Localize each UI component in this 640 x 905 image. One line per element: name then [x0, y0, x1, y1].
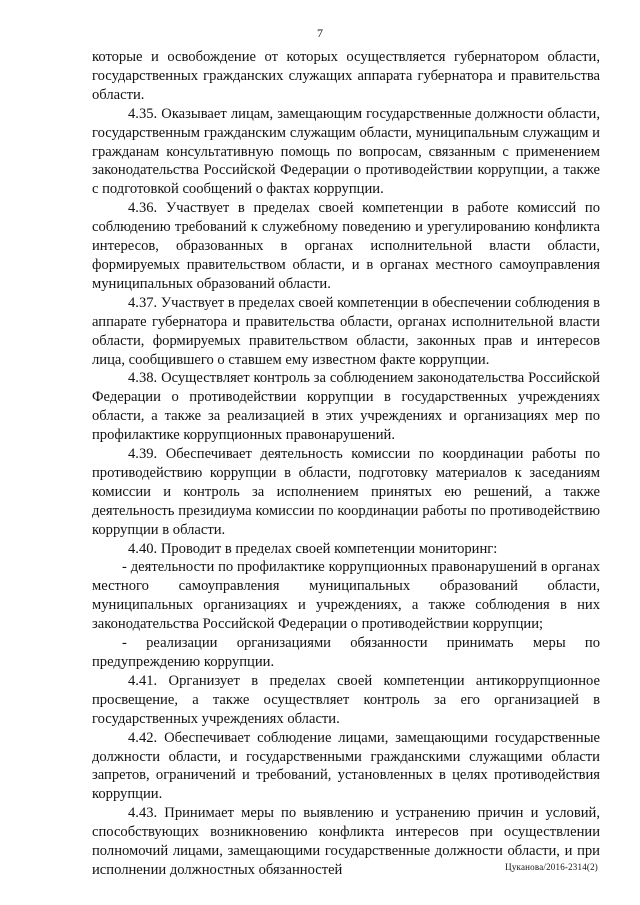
- paragraph-4-36: 4.36. Участвует в пределах своей компетенции в работе комиссий по соблюдению требований к служебному поведению и урегулированию конфликта интересов, образованных в органах исполнительной власти области, формируемых правительством области, и в органах местного самоуправления муниципальных образований области.: [92, 200, 600, 292]
- document-body: [92, 48, 600, 880]
- paragraph-continuation: которые и освобождение от которых осуществляется губернатором области, государственных гражданских служащих аппарата губернатора и правительства области.: [92, 49, 600, 103]
- paragraph-4-37: 4.37. Участвует в пределах своей компетенции в обеспечении соблюдения в аппарате губернатора и правительства области, органах исполнительной власти области, формируемых правительством области, законных прав и интересов лица, сообщившего о ставшем ему известном факте коррупции.: [92, 294, 600, 368]
- paragraph-4-40-item-2: - реализации организациями обязанности принимать меры по предупреждению коррупции.: [92, 635, 600, 670]
- footer-document-code: Цуканова/2016-2314(2): [505, 862, 598, 872]
- paragraph-4-38: 4.38. Осуществляет контроль за соблюдением законодательства Российской Федерации о противодействии коррупции в государственных учреждениях области, а также за реализацией в этих учреждениях и организациях мер по профилактике коррупционных правонарушений.: [92, 370, 600, 444]
- paragraph-4-43: 4.43. Принимает меры по выявлению и устранению причин и условий, способствующих возникновению конфликта интересов при осуществлении полномочий лицами, замещающими государственные должности области, и при исполнении должностных обязанностей: [92, 805, 600, 878]
- paragraph-4-40-item-1: - деятельности по профилактике коррупционных правонарушений в органах местного самоуправления муниципальных образований области, муниципальных организациях и учреждениях, а также соблюдения в них законодательства Российской Федерации о противодействии коррупции;: [92, 559, 600, 633]
- page-number: 7: [317, 26, 323, 40]
- paragraph-4-41: 4.41. Организует в пределах своей компетенции антикоррупционное просвещение, а также осуществляет контроль за его организацией в государственных учреждениях области.: [92, 672, 600, 727]
- paragraph-4-39: 4.39. Обеспечивает деятельность комиссии по координации работы по противодействию коррупции в области, подготовку материалов к заседаниям комиссии и контроль за исполнением принятых ею решений, а также деятельность президиума комиссии по координации работы по противодействию коррупции в области.: [92, 446, 600, 538]
- paragraph-4-35: 4.35. Оказывает лицам, замещающим государственные должности области, государственным гражданским служащим области, муниципальным служащим и гражданам консультативную помощь по вопросам, связанным с применением законодательства Российской Федерации о противодействии коррупции, а также с подготовкой сообщений о фактах коррупции.: [92, 105, 600, 198]
- paragraph-4-42: 4.42. Обеспечивает соблюдение лицами, замещающими государственные должности области, и государственными гражданскими служащими области запретов, ограничений и требований, установленных в целях противодействия коррупции.: [92, 729, 600, 803]
- paragraph-4-40: 4.40. Проводит в пределах своей компетенции мониторинг:: [128, 540, 498, 557]
